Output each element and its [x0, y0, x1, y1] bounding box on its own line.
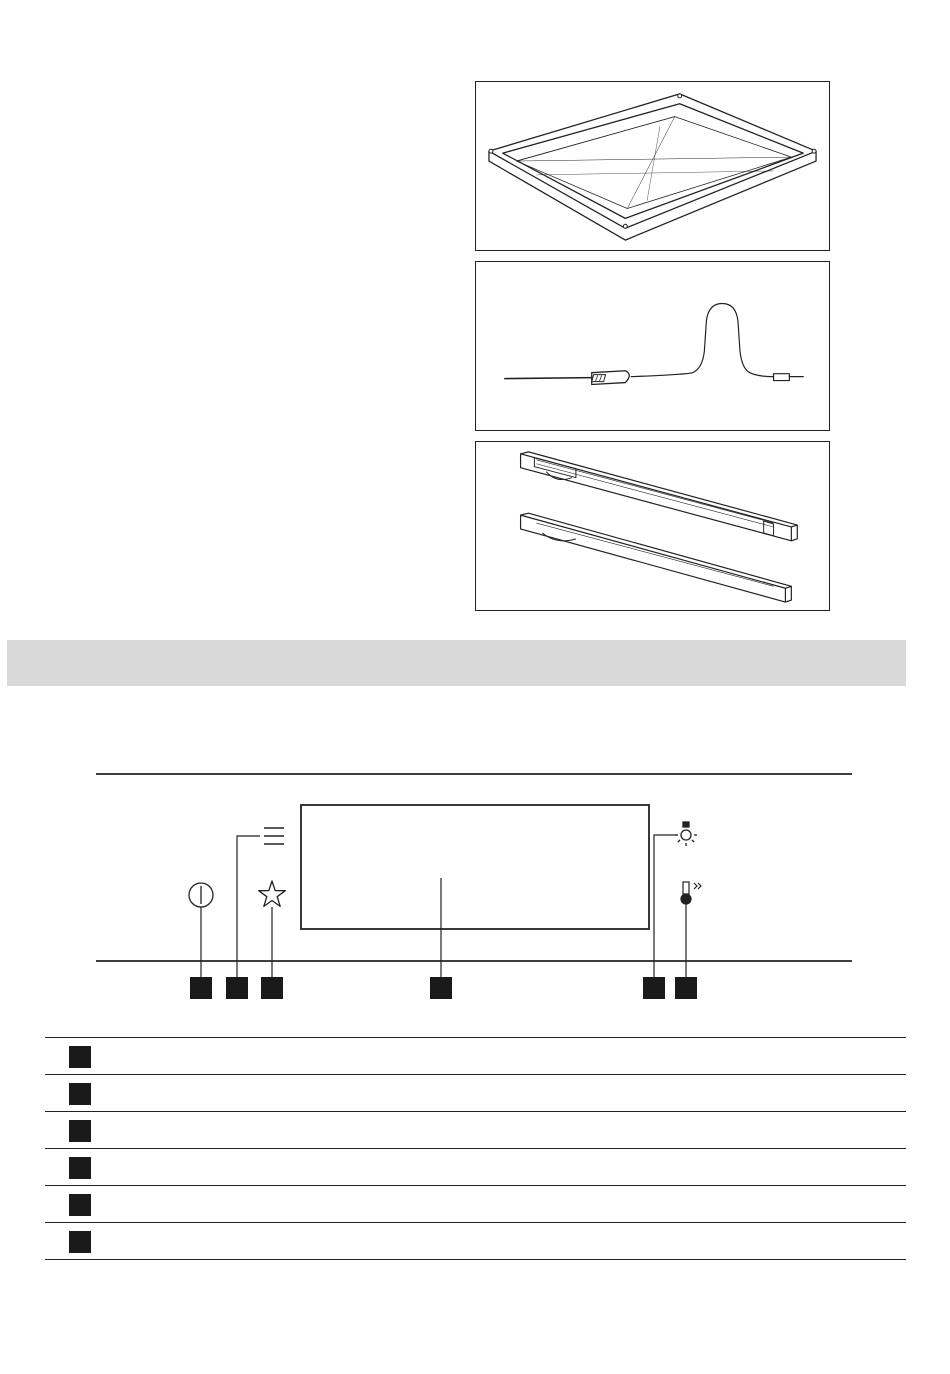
baking-tray-drawing	[476, 82, 829, 250]
control-panel-diagram	[0, 760, 950, 1020]
row-marker	[69, 1194, 91, 1216]
lamp-icon	[675, 822, 697, 846]
core-temperature-sensor-figure	[475, 261, 830, 431]
row-marker	[69, 1083, 91, 1105]
telescopic-runners-drawing	[476, 442, 829, 610]
row-marker	[69, 1157, 91, 1179]
core-temperature-sensor-drawing	[476, 262, 829, 430]
telescopic-runners-figure	[475, 441, 830, 611]
callout-marker	[190, 977, 212, 999]
control-panel-drawing	[0, 760, 950, 1020]
table-row	[45, 1111, 906, 1148]
row-marker	[69, 1046, 91, 1068]
callout-marker	[643, 977, 665, 999]
table-row	[45, 1074, 906, 1111]
callout-marker	[430, 977, 452, 999]
table-row	[45, 1148, 906, 1185]
baking-tray-figure	[475, 81, 830, 251]
callout-marker	[261, 977, 283, 999]
key-table	[45, 1037, 906, 1260]
callout-marker	[226, 977, 248, 999]
row-marker	[69, 1231, 91, 1253]
section-header-bar	[7, 640, 906, 686]
callout-marker	[675, 977, 697, 999]
favourites-icon	[259, 881, 286, 906]
table-row	[45, 1185, 906, 1222]
table-row	[45, 1037, 906, 1074]
display	[301, 805, 649, 929]
temperature-fast-heat-icon	[681, 882, 701, 904]
row-marker	[69, 1120, 91, 1142]
menu-icon	[264, 828, 284, 844]
table-row	[45, 1222, 906, 1260]
on-off-icon	[189, 883, 213, 907]
